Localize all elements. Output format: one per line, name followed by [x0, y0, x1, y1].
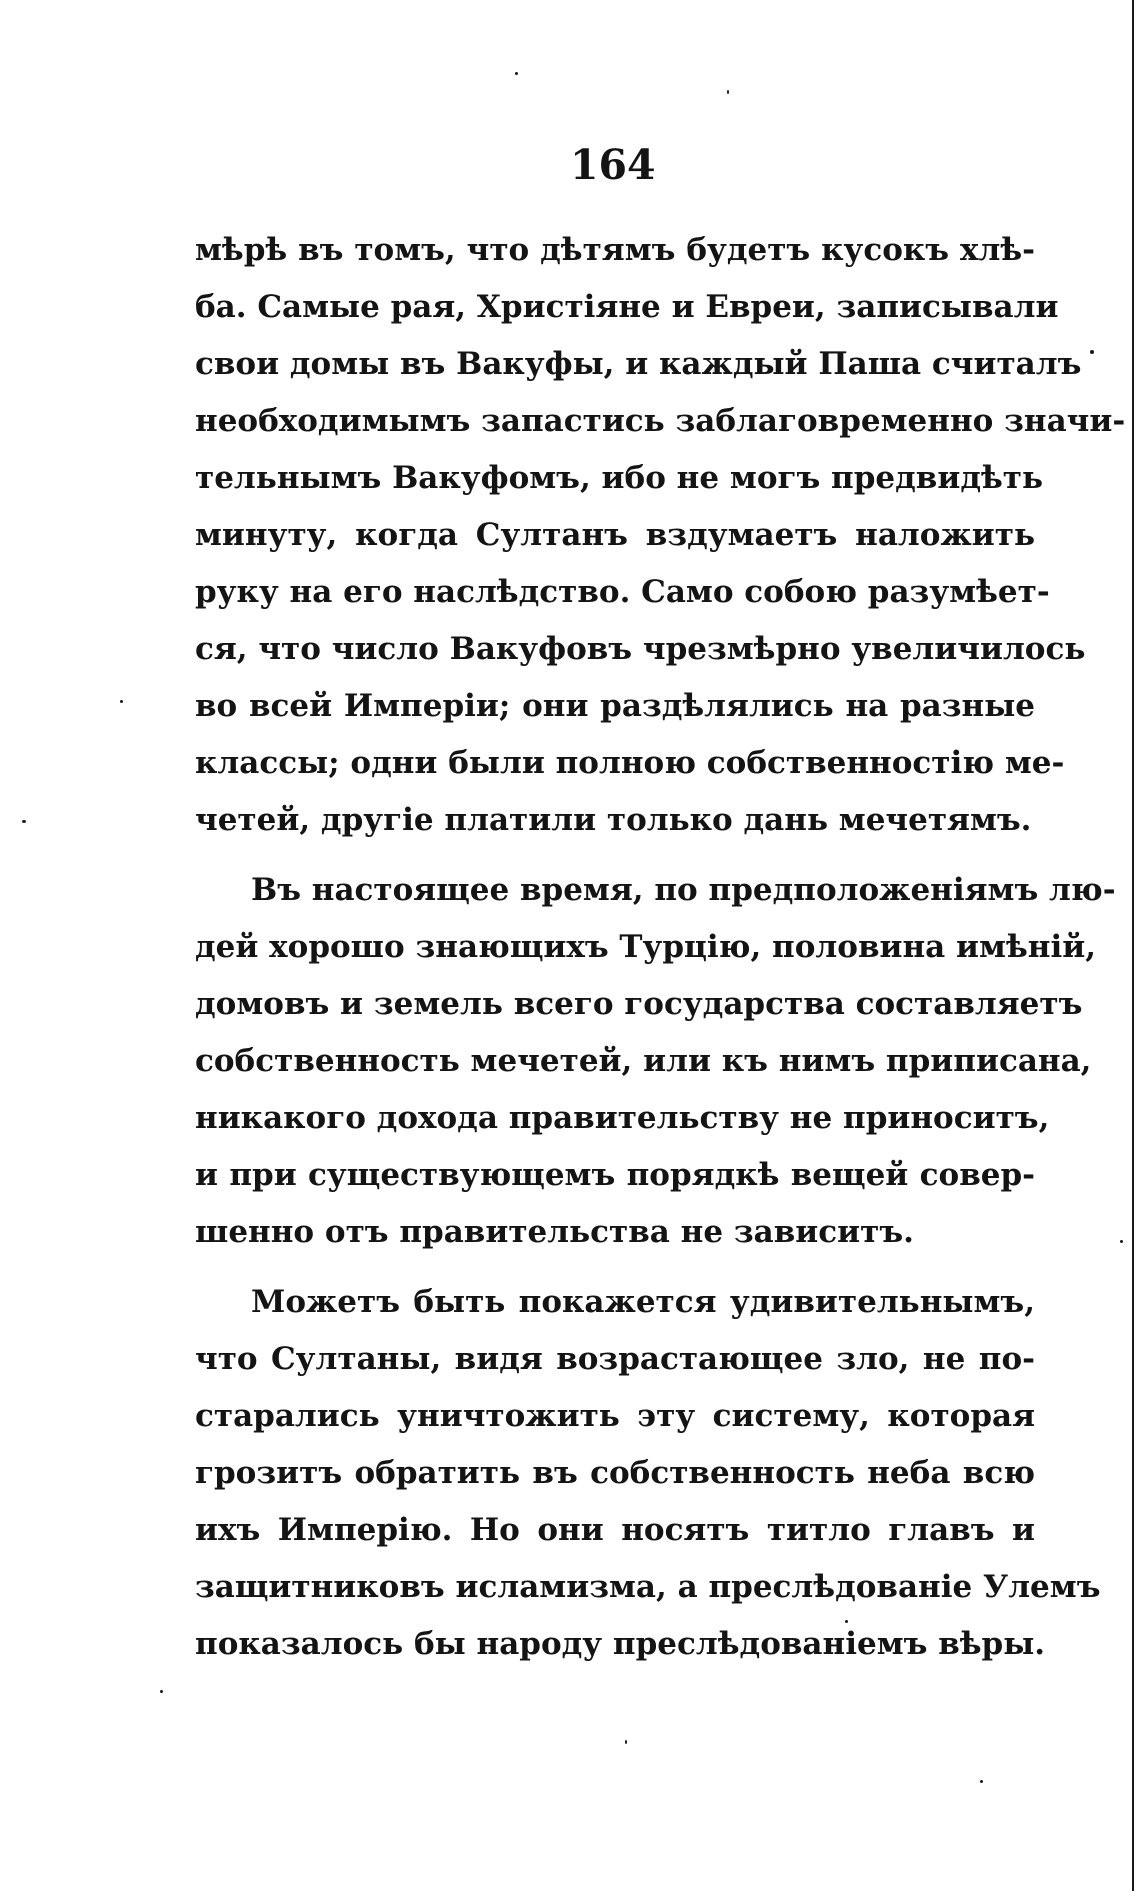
- text-line: свои домы въ Вакуфы, и каждый Паша считалъ: [195, 346, 1082, 382]
- page-number: 164: [570, 141, 656, 189]
- scan-speck: [515, 72, 518, 75]
- text-line: защитниковъ исламизма, а преслѣдованіе Улемъ: [195, 1569, 1101, 1605]
- scan-speck: [120, 700, 123, 703]
- text-line: Въ настоящее время, по предположеніямъ лю-: [251, 872, 1116, 908]
- scan-speck: [1090, 350, 1094, 354]
- text-line: минуту, когда Султанъ вздумаетъ наложить: [195, 517, 1035, 553]
- text-line: тельнымъ Вакуфомъ, ибо не могъ предвидѣть: [195, 460, 1044, 496]
- text-line: руку на его наслѣдство. Само собою разумѣет-: [195, 574, 1050, 610]
- paragraph-3: [195, 1274, 1101, 1673]
- text-line: четей, другіе платили только дань мечетямъ.: [195, 802, 1032, 838]
- text-line: старались уничтожить эту систему, которая: [195, 1398, 1035, 1434]
- text-line: мѣрѣ въ томъ, что дѣтямъ будетъ кусокъ хлѣ-: [195, 232, 1035, 268]
- scan-speck: [1120, 1240, 1123, 1243]
- paragraph-2: [195, 862, 1116, 1261]
- page-edge-rule: [1132, 0, 1140, 1891]
- text-line: ихъ Имперію. Но они носятъ титло главъ и: [195, 1512, 1035, 1548]
- text-line: дей хорошо знающихъ Турцію, половина имѣній,: [195, 929, 1097, 965]
- scan-speck: [22, 820, 26, 823]
- text-line: и при существующемъ порядкѣ вещей совер-: [195, 1157, 1035, 1193]
- text-line: необходимымъ запастись заблаговременно значи-: [195, 403, 1126, 439]
- scan-speck: [727, 90, 729, 94]
- text-line: классы; одни были полною собственностію ме-: [195, 745, 1065, 781]
- text-line: домовъ и земель всего государства составляетъ: [195, 986, 1083, 1022]
- text-line: шенно отъ правительства не зависитъ.: [195, 1214, 914, 1250]
- text-line: ся, что число Вакуфовъ чрезмѣрно увеличилось: [195, 631, 1086, 667]
- scan-speck: [980, 1780, 983, 1783]
- scan-speck: [845, 1620, 848, 1623]
- text-line: во всей Имперіи; они раздѣлялись на разные: [195, 688, 1035, 724]
- text-line: никакого дохода правительству не приноситъ,: [195, 1100, 1050, 1136]
- text-line: что Султаны, видя возрастающее зло, не по-: [195, 1341, 1035, 1377]
- scan-speck: [160, 1690, 163, 1693]
- body-text: [195, 222, 1126, 1673]
- text-line: ба. Самые рая, Христіяне и Евреи, записывали: [195, 289, 1059, 325]
- text-line: собственность мечетей, или къ нимъ приписана,: [195, 1043, 1092, 1079]
- text-line: Можетъ быть покажется удивительнымъ,: [251, 1284, 1035, 1320]
- text-line: показалось бы народу преслѣдованіемъ вѣры.: [195, 1626, 1046, 1662]
- scan-speck: [625, 1740, 627, 1744]
- paragraph-1: [195, 222, 1126, 849]
- text-line: грозитъ обратить въ собственность неба всю: [195, 1455, 1035, 1491]
